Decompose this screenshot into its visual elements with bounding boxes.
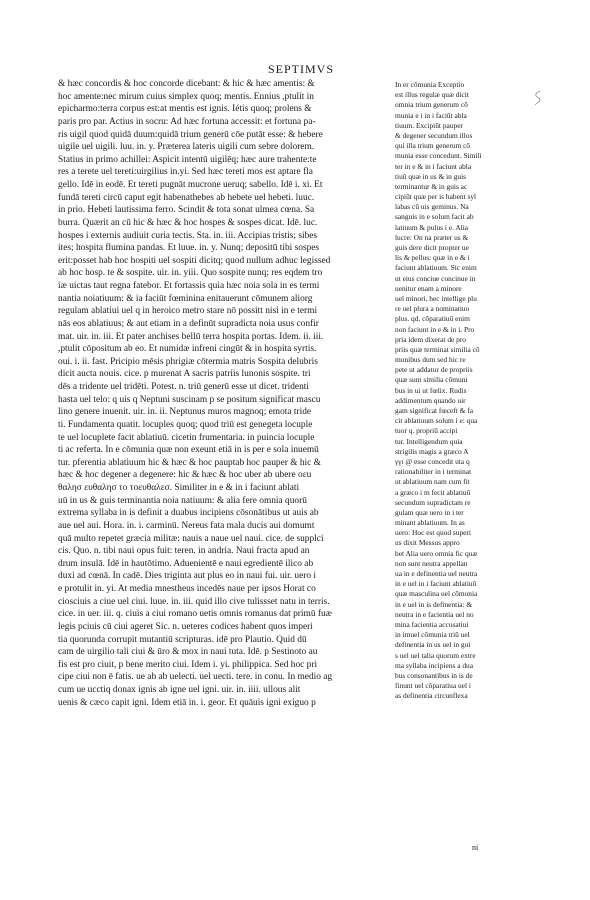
main-text-line: ris uigil quod quidā duum:quidā trium generū cōe putāt esse: & hebere <box>58 129 323 140</box>
commentary-line: cipiūt quæ per is habent syl <box>395 192 477 202</box>
main-text-line: Statius in primo achillei: Aspicit intentū uigilēq; hæc aure trahente:te <box>58 154 317 165</box>
main-text-line: gello. Idē in eodē. Et tereti pugnāt mucrone ueruq; sabello. Idē i. xi. Et <box>58 180 323 190</box>
commentary-line: bus consonantibus in is de <box>395 670 473 680</box>
main-text-line: in prio. Hebeti lautissima ferro. Scindit & tota sonat ulmea cœna. Sa <box>58 205 315 216</box>
commentary-line: γγι @ esse concedit uta q <box>395 456 470 466</box>
commentary-line: munia esse concedunt. Simili <box>395 151 482 161</box>
main-text-line: nās eos ablatiuus; & aut etiam in a definūt supradicta noia usus confir <box>58 318 319 329</box>
commentary-line: pete ut addatur de propriis <box>395 365 473 375</box>
commentary-line: quæ masculina uel cōmunia <box>395 589 478 599</box>
main-text-line: e protulit in. yi. At media mnestheus incedēs naue per ipsos Horat co <box>58 584 316 594</box>
commentary-line: latiuum & pulus i e. Alia <box>395 222 469 232</box>
commentary-line: lucre: On na præter us & <box>395 232 469 242</box>
main-text-line: dēs a tridente uel tridēti. Potest. n. triū generū esse ut dicet. tridenti <box>58 382 309 392</box>
commentary-line: neutra in e facientia uel no <box>395 609 474 619</box>
commentary-line: labas cū uis geminus. Na <box>395 202 469 212</box>
commentary-line: cit ablatiuum solum i e: qua <box>395 416 478 426</box>
main-text-line: te uel locuplete facit ablatiuū. cicetin frumentaria. in puincia locuple <box>58 432 315 443</box>
main-text-line: hasta uel telo: q uis q Neptuni suscinam p se positum significat mascu <box>58 394 321 405</box>
commentary-line: plus. qd. cōparatiuū enim <box>395 314 470 324</box>
main-text-line: tia quorunda corrupit mutantiū scripturas. idē pro Plautio. Quid dū <box>58 634 307 645</box>
main-text-line: ites; hospita flumina pandas. Et luue. in. y. Nunq; depositū tibi sospes <box>58 243 320 254</box>
main-text-line: cice. in uer. iii. q. ciuis a ciui romano uetis omnis romanus dat primū fuæ <box>58 609 332 620</box>
main-text-line: ti ac referta. In e cōmunia quæ non exeunt etiā in is per e sola inuemū <box>58 445 319 456</box>
main-text-line: nantia noiatiuum: & ia faciūt fœminina enitauerunt cōmunem aliorg <box>58 293 313 304</box>
main-text-line: paris pro par. Actius in socru: Ad hæc fortuna accessit: et fortuna pa- <box>58 116 316 127</box>
commentary-line: tiuū quæ in us & in guis <box>395 171 467 181</box>
commentary-line: definentia in us uel in gui <box>395 640 471 650</box>
main-text-line: uenis & cæco capit igni. Idem etiā in. i. geor. Et quāuis igni exiguo p <box>58 697 316 708</box>
main-text-line: aue uel aui. Hora. in. i. carminū. Nereus fata mala ducis aui domumt <box>58 520 315 531</box>
commentary-line: in e uel in i faciunt ablatiuū <box>395 579 477 589</box>
main-text-line: ciosciuis a ciue uel ciui. luue. in. iii. quid illo cive tulissset natu in terris. <box>58 596 330 607</box>
commentary-line: bet Alia uero omnia fic quæ <box>395 548 478 558</box>
commentary-line: sanguis in e solum facit ab <box>395 212 474 222</box>
main-text-line: erit:posset hab hoc hospiti uel sospiti dicitq; quod nullum adhuc legissed <box>58 255 331 266</box>
commentary-line: quæ sunt similia cōmuni <box>395 375 468 385</box>
main-text-line: cam de uirgilio tali ciui & ūro & mox in naui tuta. Idē. p Sestinoto au <box>58 647 318 658</box>
main-text-line: ti. Fundamenta quatit. locuples quoq; quod triū est genegeta locuple <box>58 419 313 430</box>
commentary-line: ma syllaba incipiens a dua <box>395 660 473 670</box>
main-text-line: regulam ablatiui uel q in heroico metro stare nō possitt nisi in e termi <box>58 306 318 317</box>
commentary-line: us dixit Messus appro <box>395 538 460 548</box>
commentary-line: mina facientia accusatiui <box>395 619 469 629</box>
commentary-line: munibus dum sed hic re <box>395 355 466 365</box>
commentary-line: rationabiliter in i terminat <box>395 467 472 477</box>
main-text-line: fis est pro ciuit, p bene merito ciui. Idem i. yi. philippica. Sed hoc pri <box>58 659 318 670</box>
main-text-line: oui. i. ii. fast. Pricipio mēsis phrigiæ cōtermia matris Sospita delubris <box>58 356 318 367</box>
commentary-line: ut eius conciue concinue in <box>395 273 476 283</box>
commentary-line: uero: Hoc est quod superi <box>395 528 471 538</box>
commentary-line: faciunt ablatiuum. Sic enim <box>395 263 477 273</box>
commentary-line: re uel plura a nominatiuo <box>395 304 470 314</box>
commentary-line: & degener secundum illos <box>395 130 473 140</box>
commentary-line: terminantur & in guis ac <box>395 181 468 191</box>
commentary-line: minant ablatiuum. In as <box>395 518 465 528</box>
main-text-line: dicit aucta nouis. cice. p murenat A sacris patriis lunonis sospite. tri <box>58 369 311 380</box>
commentary-line: qui illa trium generum cō <box>395 141 471 151</box>
commentary-line: omnia trium generum cō <box>395 100 468 110</box>
commentary-line: ut ablatiuum nam cum fit <box>395 477 470 487</box>
main-text-line: cum ue ucctiq donax ignis ab igne uel igni. uir. in. iiii. ullous alit <box>58 685 301 695</box>
commentary-line: in imuel cōmunia triū uel <box>395 630 470 640</box>
commentary-line: in e uel in is definentia: & <box>395 599 473 609</box>
commentary-line: uenitur enam a minore <box>395 283 462 293</box>
commentary-line: tiuum. Excipiūt pauper <box>395 120 463 130</box>
main-text-line: & hæc concordis & hoc concorde dicebant: & hic & hæc amentis: & <box>58 79 315 89</box>
main-text-line: hæc & hoc degener a degenere: hic & hæc & hoc uber ab ubere oεu <box>58 470 312 481</box>
commentary-line: ter in e & in i faciunt abla <box>395 161 472 171</box>
commentary-line: pria idem dixerat de pro <box>395 334 467 344</box>
main-text-line: ab hoc hosp. te & sospite. uir. in. yiii. Quo sospite nunq; res eqdem tro <box>58 268 323 279</box>
main-text-line: drum insulā. Idē in hautōtimo. Aduenientē e naui egredientē ilico ab <box>58 558 314 569</box>
main-text-line: hoc amente:nec mirum cuius simplex quoq; mentis. Ennius ,ptulit in <box>58 91 314 102</box>
commentary-line: a græco i m fecit ablatiuū <box>395 487 471 497</box>
commentary-line: lis & pellus: quæ in e & i <box>395 253 470 263</box>
commentary-line: tur. Intelligendum quia <box>395 436 463 446</box>
main-text-line: θαλησ ευθαλησ το τοευθαλεσ. Similiter in e & in i faciunt ablati <box>58 483 300 493</box>
main-text-line: fundā tereti circū caput egit habenathebes ab hebete uel hebeti. luuc. <box>58 192 315 203</box>
commentary-line: ua in e definentia uel neutra <box>395 569 478 578</box>
main-text-line: hospes i externis audiuit curia tectis. Sta. in. iii. Accipias tristis; sibes <box>58 230 318 241</box>
main-text-line: quā multo repetet græcia militæ: nauis a naue uel naui. cice. de supplci <box>58 533 324 544</box>
main-text-line: cis. Quo. n. tibi naui opus fuit: teren. in andria. Naui fracta apud an <box>58 546 310 557</box>
main-text-line: cipe ciui non ē fatis. ue ab ab uelecti. uel uecti. tere. in conu. In medio ag <box>58 672 333 683</box>
main-text-line: duxi ad cœnā. In cadē. Dies triginta aut plus eo in naui fui. uir. uero i <box>58 571 317 582</box>
commentary-line: uel minori. hec intellige plu <box>395 293 477 303</box>
commentary-line: gulam quæ uero in i ter <box>395 507 464 517</box>
commentary-line: finunt uel cōparatiua uel i <box>395 681 471 691</box>
marginal-commentary-column <box>395 80 525 701</box>
main-text-line: legis pciuis cū ciui ageret Sic. n. ueteres codices habent quos imperi <box>58 621 313 632</box>
commentary-line: s uel uel talia quorum extre <box>395 650 476 660</box>
commentary-line: strigilis magis a græco A <box>395 446 469 456</box>
margin-pen-mark <box>533 90 543 106</box>
main-text-line: burra. Quærit an cū hic & hæc & hoc hospes & sospes dicat. Idē. luc. <box>58 217 318 228</box>
commentary-line: tuor q. propriū accipi <box>395 426 458 436</box>
commentary-line: non sunt neutra appellan <box>395 558 468 568</box>
main-text-column <box>58 78 380 709</box>
commentary-line: bus in ui ut fœlix. Rudis <box>395 385 467 395</box>
commentary-line: In er cōmunia Exceptio <box>395 80 465 89</box>
main-text-line: uū in us & guis terminantia noia natiuum: & alia fere omnia quorū <box>58 495 307 506</box>
running-header: SEPTIMVS <box>268 62 335 76</box>
commentary-line: gam significat fœceft & fa <box>395 406 473 415</box>
main-text-line: res a terete uel tereti:uirgilius in.yi. Sed hæc tereti mos est aptare fla <box>58 167 313 178</box>
commentary-line: non faciunt in e & in i. Pro <box>395 324 475 334</box>
commentary-line: secundum supradictam re <box>395 497 471 507</box>
main-text-line: lino genere inuenit. uir. in. ii. Neptunus muros magnoq; emota tride <box>58 407 312 418</box>
main-text-line: epicharmo:terra corpus est:at mentis est ignis. Iétis quoq; prolens & <box>58 104 312 115</box>
main-text-line: iæ uictas taut regna fatebor. Et fortassis quia hæc noia sola in es termi <box>58 281 320 291</box>
commentary-line: priis quæ terminat similia cō <box>395 344 480 354</box>
main-text-line: tur. pferentia ablatiuum hic & hæc & hoc pauptab hoc pauper & hic & <box>58 457 321 468</box>
main-text-line: ,ptulit cōpositum ab eo. Et numidæ infreni cingūt & in hospita syrtis. <box>58 344 317 355</box>
commentary-line: est illus regulæ quæ dicit <box>395 90 469 100</box>
commentary-line: munia e i in i faciūt abla <box>395 110 467 120</box>
commentary-line: addimentum quando uir <box>395 395 466 405</box>
main-text-line: mat. uir. in. iii. Et pater anchises bellū terra hospita portas. Idem. ii. iii. <box>58 331 324 342</box>
commentary-line: as definentia circunflexa <box>395 691 468 701</box>
main-text-line: uigile uel uigili. luu. in. y. Præterea lateris uigili cum sebre dolorem. <box>58 142 315 153</box>
folio-signature: ni <box>472 843 479 852</box>
commentary-line: guis dere dicit propter ue <box>395 243 469 252</box>
main-text-line: extrema syllaba in is definit a duabus incipiens cōsonātibus ut auis ab <box>58 508 319 519</box>
